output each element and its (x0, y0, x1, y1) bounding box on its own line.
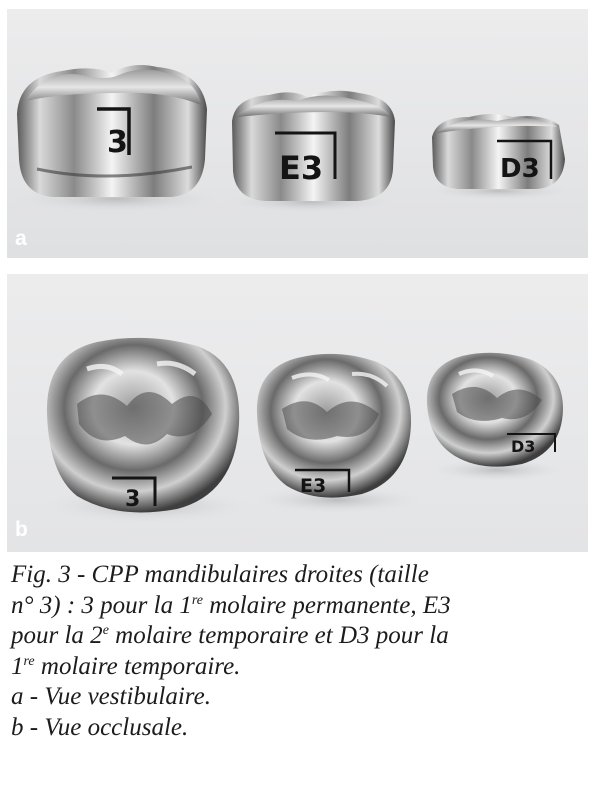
crown-first-primary-molar-D3-buccal (427, 114, 571, 200)
caption-text: pour la 2 (11, 622, 103, 649)
figure-caption (11, 560, 596, 743)
caption-line (11, 652, 596, 683)
caption-line (11, 560, 596, 591)
crown-first-primary-molar-D3-occlusal (427, 353, 567, 482)
caption-line (11, 682, 596, 713)
caption-line (11, 591, 596, 622)
caption-line (11, 621, 596, 652)
caption-text: a - Vue vestibulaire. (11, 683, 211, 710)
panel-label-b: b (15, 518, 28, 541)
caption-superscript: e (102, 623, 109, 638)
caption-text: 1 (11, 652, 24, 680)
crown-second-primary-molar-E3-buccal (225, 91, 395, 213)
photo-panel-a (7, 9, 588, 258)
caption-superscript: re (191, 592, 203, 608)
caption-superscript: re (23, 653, 35, 669)
tooth-marking: 3 (107, 125, 128, 160)
tooth-marking: D3 (511, 437, 536, 456)
tooth-marking: E3 (279, 149, 324, 187)
caption-text: Fig. 3 - CPP mandibulaires droites (taille (11, 561, 429, 588)
caption-text: molaire temporaire et D3 pour la (108, 622, 449, 649)
caption-text: molaire temporaire. (34, 652, 241, 680)
caption-text: b - Vue occlusale. (11, 713, 189, 741)
vestibular-view-photo (7, 9, 588, 258)
caption-line (11, 713, 596, 744)
tooth-marking: 3 (125, 487, 141, 512)
photo-panel-b (7, 274, 588, 552)
occlusal-view-photo (7, 274, 588, 552)
crown-permanent-molar-3-occlusal (42, 338, 252, 524)
tooth-marking: D3 (500, 154, 540, 184)
caption-text: n° 3) : 3 pour la 1 (11, 591, 192, 619)
panel-label-a: a (15, 227, 27, 250)
crown-permanent-molar-3-buccal (12, 65, 222, 213)
caption-text: molaire permanente, E3 (202, 591, 451, 619)
tooth-marking: E3 (300, 475, 327, 497)
